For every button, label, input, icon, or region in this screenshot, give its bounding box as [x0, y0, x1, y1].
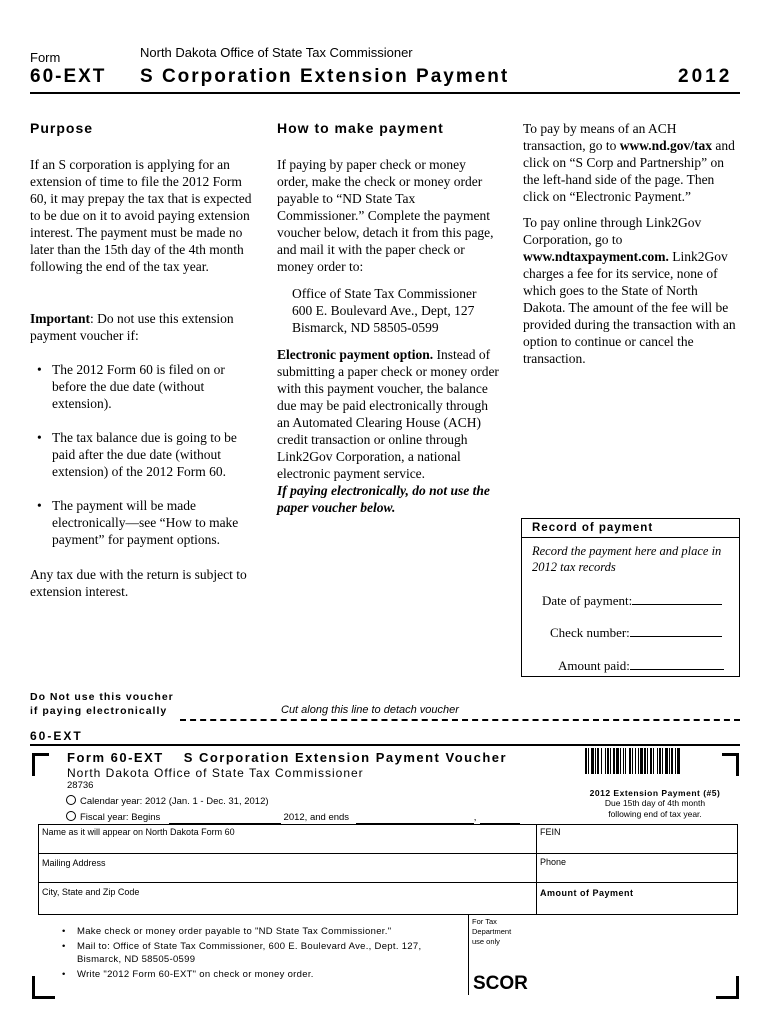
fein-field[interactable] — [537, 825, 737, 853]
barcode-bar — [647, 748, 648, 774]
due-date-note — [570, 798, 740, 820]
address-line: Bismarck, ND 58505-0599 — [292, 320, 439, 335]
barcode-bar — [588, 748, 589, 774]
important-label: Important — [30, 311, 90, 326]
voucher-title-name: S Corporation Extension Payment Voucher — [183, 750, 508, 765]
voucher-warning-line: if paying electronically — [30, 705, 168, 717]
check-instructions: If paying by paper check or money order, make the check or money order payable to “ND State Tax Commissioner.” Complete the payment voucher below, detach it from this page, and mail it with the paper check or money order to: — [277, 157, 494, 274]
voucher-barcode — [585, 748, 695, 774]
barcode-bar — [644, 748, 646, 774]
barcode-bar — [657, 748, 658, 774]
name-field-label: Name as it will appear on North Dakota Form 60 — [42, 827, 235, 837]
check-number-field[interactable] — [550, 624, 722, 641]
barcode-bar — [669, 748, 670, 774]
address-line: Office of State Tax Commissioner — [292, 286, 477, 301]
purpose-bullet: • The payment will be made electronically—see “How to make payment” for payment options. — [30, 497, 252, 548]
amount-paid-field[interactable] — [558, 657, 724, 674]
voucher-agency: North Dakota Office of State Tax Commissioner — [67, 766, 364, 780]
scan-corner-top-left — [32, 753, 49, 776]
barcode-bar — [601, 748, 602, 774]
tax-year: 2012 — [678, 66, 733, 87]
purpose-heading: Purpose — [30, 120, 94, 136]
electronic-warning: If paying electronically, do not use the paper voucher below. — [277, 483, 490, 515]
voucher-warning — [30, 690, 174, 718]
fiscal-year-radio[interactable] — [66, 811, 76, 821]
voucher-warning-line: Do Not use this voucher — [30, 691, 174, 703]
fiscal-begin-date-field[interactable] — [169, 812, 281, 824]
link2gov-text: Link2Gov charges a fee for its service, none of which goes to the State of North Dakota. The amount of the fee will be provided during the transaction with an option to continue or cancel the transaction. — [523, 249, 736, 366]
barcode-bar — [653, 748, 654, 774]
voucher-instructions — [55, 925, 460, 981]
purpose-bullet: • The 2012 Form 60 is filed on or before the due date (without extension). — [30, 361, 252, 412]
date-of-payment-field[interactable] — [542, 592, 722, 609]
barcode-bar — [632, 748, 633, 774]
scor-code: SCOR — [473, 973, 528, 994]
barcode-bar — [625, 748, 626, 774]
form-label: Form — [30, 50, 61, 65]
cut-line[interactable] — [180, 719, 740, 721]
phone-field-label: Phone — [540, 857, 567, 867]
amount-of-payment-label: Amount of Payment — [540, 888, 634, 898]
record-note: Record the payment here and place in 2012 tax records — [532, 544, 722, 574]
barcode-bar — [671, 748, 673, 774]
barcode-bar — [638, 748, 639, 774]
nd-payment-link[interactable]: www.ndtaxpayment.com. — [523, 249, 669, 264]
address-line: 600 E. Boulevard Ave., Dept, 127 — [292, 303, 475, 318]
barcode-bar — [610, 748, 611, 774]
amount-paid-label: Amount paid: — [558, 658, 630, 673]
electronic-label: Electronic payment option. — [277, 347, 434, 362]
record-of-payment-box — [521, 518, 740, 677]
purpose-bullet-list — [30, 361, 252, 548]
due-date-line: following end of tax year. — [608, 809, 702, 819]
fein-field-label: FEIN — [540, 827, 561, 837]
ach-text: To pay by means of an ACH transaction, go to — [523, 121, 677, 153]
mailing-address-field[interactable] — [39, 854, 536, 882]
important-text: : Do not use this extension payment voucher if: — [30, 311, 234, 343]
voucher-instruction: • Mail to: Office of State Tax Commissioner, 600 E. Boulevard Ave., Dept. 127, Bismarck, ND 58505-0599 — [55, 940, 460, 966]
extension-payment-title: 2012 Extension Payment (#5) — [589, 788, 721, 798]
barcode-bar — [677, 748, 680, 774]
barcode-bar — [640, 748, 643, 774]
barcode-bar — [591, 748, 594, 774]
voucher-instruction: • Make check or money order payable to "ND State Tax Commissioner." — [55, 925, 460, 938]
nd-tax-link[interactable]: www.nd.gov/tax — [619, 138, 712, 153]
barcode-bar — [616, 748, 619, 774]
dept-use-label: For Tax Department use only — [472, 917, 512, 946]
calendar-year-radio[interactable] — [66, 795, 76, 805]
barcode-bar — [635, 748, 636, 774]
mailing-address-label: Mailing Address — [42, 858, 106, 868]
purpose-bullet: • The tax balance due is going to be paid after the due date (without extension) of the 2012 Form 60. — [30, 429, 252, 480]
check-number-label: Check number: — [550, 625, 630, 640]
barcode-bar — [605, 748, 606, 774]
barcode-bar — [665, 748, 668, 774]
fiscal-end-year-field[interactable] — [480, 812, 520, 824]
form-number: 60-EXT — [30, 66, 107, 87]
barcode-bar — [585, 748, 587, 774]
purpose-closing: Any tax due with the return is subject to extension interest. — [30, 567, 247, 599]
fiscal-comma: , — [473, 812, 477, 823]
electronic-text: Instead of submitting a paper check or money order with this payment voucher, the balance due may be paid electronically through an Automated Clearing House (ACH) credit transaction or online through Link2Gov Corporation, a national electronic payment service. — [277, 347, 499, 481]
barcode-bar — [623, 748, 624, 774]
ach-instructions — [523, 120, 741, 205]
how-heading: How to make payment — [277, 120, 444, 136]
fiscal-begins-label: Fiscal year: Begins — [80, 812, 161, 823]
voucher-title-form: Form 60-EXT — [67, 750, 164, 765]
fiscal-ends-label: 2012, and ends — [283, 812, 350, 823]
phone-field[interactable] — [537, 854, 737, 882]
barcode-bar — [620, 748, 621, 774]
city-state-zip-field[interactable] — [39, 883, 536, 914]
electronic-option — [277, 346, 499, 516]
voucher-form-grid — [38, 824, 738, 915]
dept-use-divider — [468, 915, 469, 995]
scan-corner-bottom-left — [32, 976, 55, 999]
voucher-code: 28736 — [67, 780, 94, 791]
fiscal-year-option[interactable] — [66, 811, 520, 824]
city-state-zip-label: City, State and Zip Code — [42, 887, 140, 897]
cut-instruction: Cut along this line to detach voucher — [281, 704, 459, 716]
voucher-instruction: • Write "2012 Form 60-EXT" on check or money order. — [55, 968, 460, 981]
link2gov-instructions — [523, 214, 741, 367]
link2gov-text: To pay online through Link2Gov Corporation, go to — [523, 215, 702, 247]
scan-corner-top-right — [722, 753, 739, 776]
voucher-form-number: 60-EXT — [30, 729, 83, 743]
barcode-bar — [595, 748, 596, 774]
barcode-bar — [629, 748, 631, 774]
record-heading-rule — [522, 537, 739, 538]
date-of-payment-label: Date of payment: — [542, 593, 633, 608]
barcode-bar — [675, 748, 676, 774]
barcode-bar — [597, 748, 599, 774]
calendar-year-label: Calendar year: 2012 (Jan. 1 - Dec. 31, 2012) — [80, 796, 269, 807]
important-note — [30, 310, 252, 344]
mailing-address — [292, 285, 502, 336]
due-date-line: Due 15th day of 4th month — [604, 798, 706, 808]
fiscal-end-date-field[interactable] — [356, 812, 474, 824]
barcode-bar — [613, 748, 615, 774]
purpose-intro: If an S corporation is applying for an extension of time to file the 2012 Form 60, it may prepay the tax that is expected to be due on it to avoid paying extension interest. The payment must be made no later than the 15th day of the 4th month following the end of the tax year. — [30, 157, 252, 274]
voucher-title — [67, 750, 507, 765]
voucher-top-rule — [30, 744, 740, 746]
record-heading: Record of payment — [532, 522, 654, 534]
scan-corner-bottom-right — [716, 976, 739, 999]
page-title: S Corporation Extension Payment — [140, 66, 510, 87]
barcode-bar — [650, 748, 652, 774]
barcode-bar — [659, 748, 661, 774]
calendar-year-option[interactable] — [66, 795, 269, 807]
barcode-bar — [607, 748, 609, 774]
name-field[interactable] — [39, 825, 536, 853]
amount-of-payment-field[interactable] — [537, 883, 737, 914]
header-rule — [30, 92, 740, 94]
ach-text: and click on “S Corp and Partnership” on the left-hand side of the page. Then click on “Electronic Payment.” — [523, 138, 735, 204]
barcode-bar — [662, 748, 663, 774]
agency-name: North Dakota Office of State Tax Commissioner — [140, 45, 413, 60]
